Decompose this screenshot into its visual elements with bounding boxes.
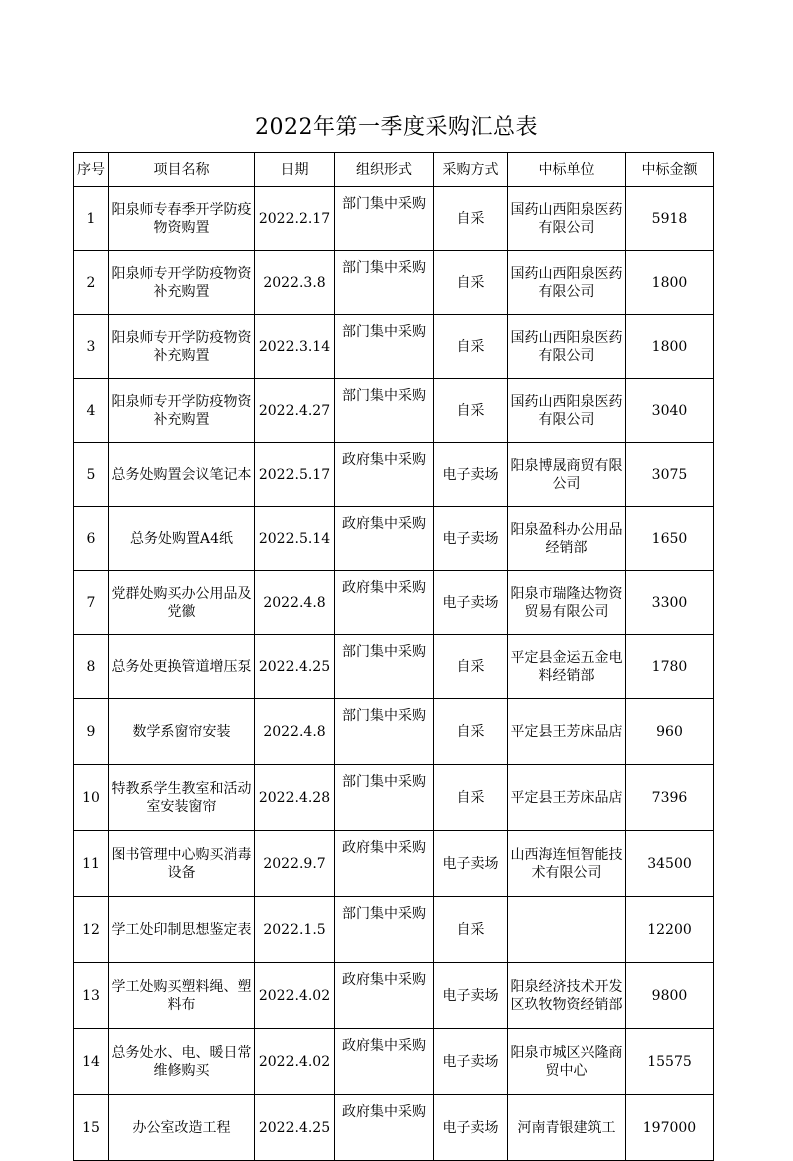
cell-winner: 阳泉盈科办公用品经销部 xyxy=(508,507,626,571)
table-row xyxy=(74,315,714,379)
cell-winner: 阳泉博晟商贸有限公司 xyxy=(508,443,626,507)
cell-org: 部门集中采购 xyxy=(335,699,434,765)
cell-amount: 34500 xyxy=(626,831,714,897)
cell-no: 2 xyxy=(74,251,109,315)
cell-date: 2022.9.7 xyxy=(255,831,335,897)
cell-method: 自采 xyxy=(434,765,508,831)
cell-date: 2022.4.02 xyxy=(255,1029,335,1095)
cell-no: 10 xyxy=(74,765,109,831)
cell-amount: 5918 xyxy=(626,187,714,251)
cell-org: 政府集中采购 xyxy=(335,963,434,1029)
cell-date: 2022.5.17 xyxy=(255,443,335,507)
cell-no: 4 xyxy=(74,379,109,443)
table-row xyxy=(74,831,714,897)
cell-winner: 国药山西阳泉医药有限公司 xyxy=(508,187,626,251)
cell-project: 总务处购置A4纸 xyxy=(109,507,255,571)
cell-project: 阳泉师专开学防疫物资补充购置 xyxy=(109,379,255,443)
cell-org: 政府集中采购 xyxy=(335,571,434,635)
cell-winner: 山西海连恒智能技术有限公司 xyxy=(508,831,626,897)
cell-project: 总务处更换管道增压泵 xyxy=(109,635,255,699)
cell-project: 图书管理中心购买消毒设备 xyxy=(109,831,255,897)
table-row xyxy=(74,1029,714,1095)
cell-project: 数学系窗帘安装 xyxy=(109,699,255,765)
cell-winner: 阳泉经济技术开发区玖牧物资经销部 xyxy=(508,963,626,1029)
cell-winner: 阳泉市城区兴隆商贸中心 xyxy=(508,1029,626,1095)
cell-winner: 国药山西阳泉医药有限公司 xyxy=(508,315,626,379)
table-row xyxy=(74,187,714,251)
cell-amount: 3300 xyxy=(626,571,714,635)
table-row xyxy=(74,897,714,963)
cell-org: 政府集中采购 xyxy=(335,443,434,507)
cell-org: 部门集中采购 xyxy=(335,765,434,831)
cell-no: 5 xyxy=(74,443,109,507)
cell-no: 8 xyxy=(74,635,109,699)
cell-date: 2022.1.5 xyxy=(255,897,335,963)
cell-no: 6 xyxy=(74,507,109,571)
cell-no: 1 xyxy=(74,187,109,251)
cell-method: 电子卖场 xyxy=(434,507,508,571)
cell-no: 14 xyxy=(74,1029,109,1095)
cell-org: 政府集中采购 xyxy=(335,1029,434,1095)
cell-winner: 国药山西阳泉医药有限公司 xyxy=(508,379,626,443)
cell-method: 电子卖场 xyxy=(434,443,508,507)
cell-winner: 平定县金运五金电料经销部 xyxy=(508,635,626,699)
cell-no: 11 xyxy=(74,831,109,897)
table-row xyxy=(74,963,714,1029)
cell-org: 政府集中采购 xyxy=(335,831,434,897)
cell-date: 2022.4.27 xyxy=(255,379,335,443)
page-title: 2022年第一季度采购汇总表 xyxy=(255,115,538,140)
table-row xyxy=(74,1095,714,1161)
cell-org: 政府集中采购 xyxy=(335,1095,434,1161)
cell-winner: 平定县王芳床品店 xyxy=(508,699,626,765)
cell-amount: 1780 xyxy=(626,635,714,699)
cell-method: 自采 xyxy=(434,251,508,315)
cell-project: 阳泉师专开学防疫物资补充购置 xyxy=(109,251,255,315)
cell-no: 12 xyxy=(74,897,109,963)
cell-date: 2022.4.28 xyxy=(255,765,335,831)
cell-no: 15 xyxy=(74,1095,109,1161)
cell-org: 部门集中采购 xyxy=(335,379,434,443)
cell-date: 2022.2.17 xyxy=(255,187,335,251)
cell-date: 2022.4.8 xyxy=(255,571,335,635)
cell-org: 部门集中采购 xyxy=(335,315,434,379)
cell-org: 部门集中采购 xyxy=(335,635,434,699)
cell-org: 部门集中采购 xyxy=(335,897,434,963)
header-row xyxy=(74,153,714,187)
cell-method: 自采 xyxy=(434,897,508,963)
cell-amount: 1800 xyxy=(626,315,714,379)
cell-method: 电子卖场 xyxy=(434,963,508,1029)
cell-winner: 阳泉市瑞隆达物资贸易有限公司 xyxy=(508,571,626,635)
cell-method: 电子卖场 xyxy=(434,1029,508,1095)
cell-project: 办公室改造工程 xyxy=(109,1095,255,1161)
cell-date: 2022.3.14 xyxy=(255,315,335,379)
cell-amount: 3075 xyxy=(626,443,714,507)
cell-org: 政府集中采购 xyxy=(335,507,434,571)
cell-method: 电子卖场 xyxy=(434,831,508,897)
cell-date: 2022.5.14 xyxy=(255,507,335,571)
procurement-table xyxy=(73,152,714,1161)
cell-date: 2022.3.8 xyxy=(255,251,335,315)
table-row xyxy=(74,699,714,765)
column-header: 序号 xyxy=(74,153,109,187)
cell-amount: 12200 xyxy=(626,897,714,963)
column-header: 中标单位 xyxy=(508,153,626,187)
column-header: 项目名称 xyxy=(109,153,255,187)
cell-no: 9 xyxy=(74,699,109,765)
cell-org: 部门集中采购 xyxy=(335,187,434,251)
cell-project: 阳泉师专春季开学防疫物资购置 xyxy=(109,187,255,251)
cell-project: 阳泉师专开学防疫物资补充购置 xyxy=(109,315,255,379)
cell-amount: 9800 xyxy=(626,963,714,1029)
cell-winner xyxy=(508,897,626,963)
cell-method: 自采 xyxy=(434,187,508,251)
cell-method: 自采 xyxy=(434,699,508,765)
table-row xyxy=(74,507,714,571)
cell-method: 电子卖场 xyxy=(434,1095,508,1161)
cell-date: 2022.4.02 xyxy=(255,963,335,1029)
cell-no: 7 xyxy=(74,571,109,635)
table-row xyxy=(74,443,714,507)
cell-winner: 河南青银建筑工 xyxy=(508,1095,626,1161)
cell-winner: 平定县王芳床品店 xyxy=(508,765,626,831)
cell-project: 总务处购置会议笔记本 xyxy=(109,443,255,507)
cell-amount: 960 xyxy=(626,699,714,765)
cell-project: 学工处印制思想鉴定表 xyxy=(109,897,255,963)
cell-date: 2022.4.25 xyxy=(255,635,335,699)
cell-project: 学工处购买塑料绳、塑料布 xyxy=(109,963,255,1029)
procurement-table-container xyxy=(73,152,713,1136)
cell-amount: 1650 xyxy=(626,507,714,571)
cell-date: 2022.4.25 xyxy=(255,1095,335,1161)
cell-amount: 15575 xyxy=(626,1029,714,1095)
cell-winner: 国药山西阳泉医药有限公司 xyxy=(508,251,626,315)
cell-method: 自采 xyxy=(434,379,508,443)
column-header: 采购方式 xyxy=(434,153,508,187)
cell-amount: 197000 xyxy=(626,1095,714,1161)
column-header: 中标金额 xyxy=(626,153,714,187)
cell-project: 总务处水、电、暖日常维修购买 xyxy=(109,1029,255,1095)
table-row xyxy=(74,765,714,831)
table-row xyxy=(74,379,714,443)
column-header: 组织形式 xyxy=(335,153,434,187)
cell-no: 13 xyxy=(74,963,109,1029)
cell-date: 2022.4.8 xyxy=(255,699,335,765)
cell-no: 3 xyxy=(74,315,109,379)
cell-project: 党群处购买办公用品及党徽 xyxy=(109,571,255,635)
column-header: 日期 xyxy=(255,153,335,187)
cell-amount: 3040 xyxy=(626,379,714,443)
cell-amount: 1800 xyxy=(626,251,714,315)
table-row xyxy=(74,251,714,315)
cell-method: 自采 xyxy=(434,315,508,379)
table-row xyxy=(74,571,714,635)
cell-amount: 7396 xyxy=(626,765,714,831)
cell-method: 电子卖场 xyxy=(434,571,508,635)
cell-org: 部门集中采购 xyxy=(335,251,434,315)
cell-method: 自采 xyxy=(434,635,508,699)
table-row xyxy=(74,635,714,699)
cell-project: 特教系学生教室和活动室安装窗帘 xyxy=(109,765,255,831)
